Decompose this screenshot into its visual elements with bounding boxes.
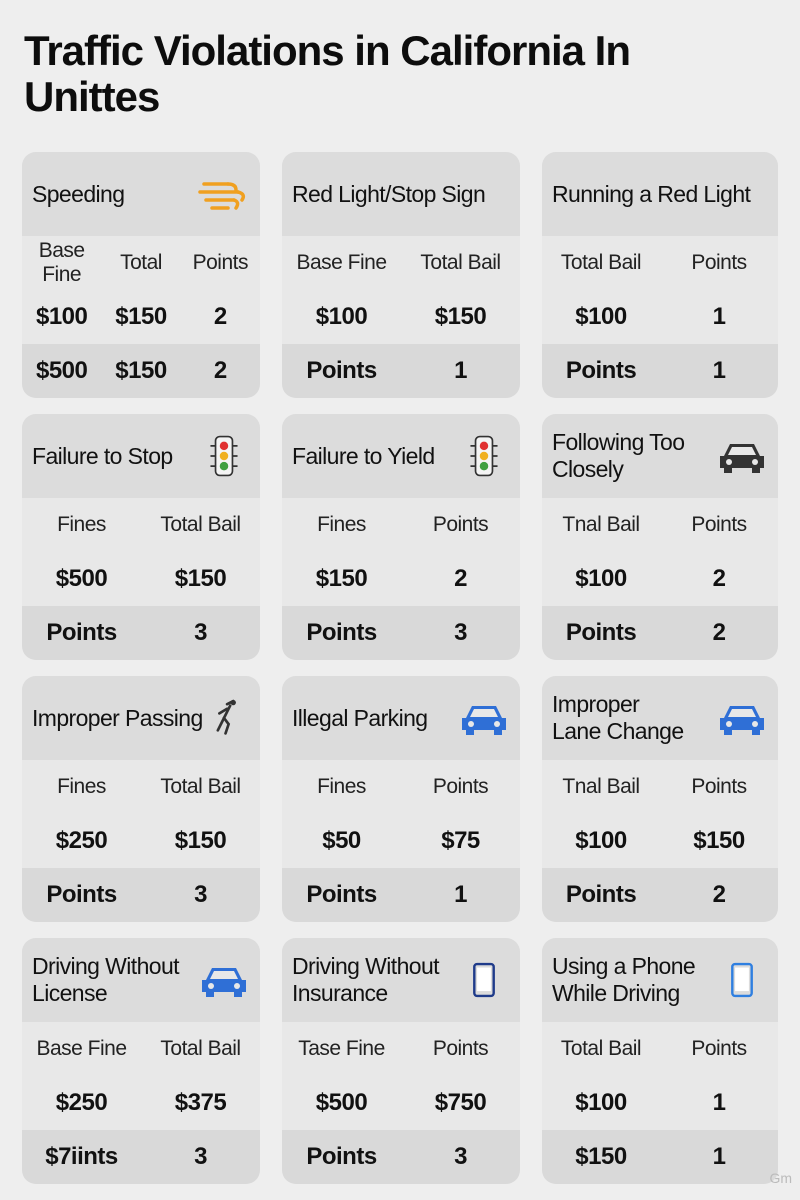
table-cell: Points [565, 357, 637, 384]
card-column-headers [22, 498, 260, 552]
card-title: Speeding [32, 180, 125, 207]
table-row [542, 868, 778, 922]
table-row [22, 344, 260, 398]
table-cell: 2 [712, 565, 726, 592]
column-header: Total Bail [160, 513, 241, 536]
table-cell: Points [306, 1143, 377, 1170]
violation-card-driving-without-license [22, 938, 260, 1184]
table-cell: 3 [194, 619, 207, 646]
card-title: Following Too Closely [552, 429, 685, 482]
column-header: Base Fine [296, 251, 387, 274]
table-cell: 1 [712, 303, 726, 330]
card-column-headers [542, 498, 778, 552]
card-header [542, 676, 778, 760]
table-cell: $500 [315, 1089, 368, 1116]
violation-card-following-too-closely [542, 414, 778, 660]
card-column-headers [542, 1022, 778, 1076]
card-column-headers [282, 760, 520, 814]
card-title: Failure to Yield [292, 442, 435, 469]
table-cell: 1 [712, 1089, 726, 1116]
table-row [282, 552, 520, 606]
card-column-headers [282, 1022, 520, 1076]
table-cell: $100 [575, 1089, 627, 1116]
column-header: Points [432, 1037, 489, 1060]
column-header: Tase Fine [298, 1037, 385, 1060]
table-cell: $375 [174, 1089, 227, 1116]
table-cell: $250 [55, 827, 108, 854]
column-header: Points [432, 513, 489, 536]
page-title: Traffic Violations in California In Unittes [24, 27, 630, 120]
violation-card-running-a-red-light [542, 152, 778, 398]
table-row [542, 290, 778, 344]
table-cell: $250 [55, 1089, 108, 1116]
table-cell: 3 [194, 1143, 207, 1170]
column-header: Points [192, 251, 248, 274]
table-cell: 3 [454, 619, 467, 646]
card-header [542, 938, 778, 1022]
table-cell: 2 [213, 303, 227, 330]
violation-card-speeding [22, 152, 260, 398]
table-row [282, 290, 520, 344]
table-cell: $150 [174, 565, 227, 592]
column-header: Total Bail [160, 1037, 241, 1060]
table-row [542, 552, 778, 606]
table-cell: $150 [575, 1143, 627, 1170]
watermark: Gm [769, 1170, 792, 1186]
table-row [542, 1130, 778, 1184]
card-header [22, 152, 260, 236]
card-title: Driving Without Insurance [292, 953, 439, 1006]
table-row [282, 606, 520, 660]
card-header [542, 414, 778, 498]
table-row [22, 1076, 260, 1130]
table-cell: $100 [575, 565, 627, 592]
phone-blue-icon [716, 958, 768, 1002]
table-cell: $150 [115, 303, 167, 330]
column-header: Fines [317, 513, 366, 536]
table-cell: Points [565, 619, 637, 646]
table-cell: $750 [434, 1089, 487, 1116]
table-cell: $100 [575, 303, 627, 330]
table-cell: $100 [35, 303, 88, 330]
table-cell: 2 [454, 565, 467, 592]
card-header [282, 414, 520, 498]
table-cell: 1 [712, 357, 726, 384]
column-header: Fines [57, 513, 106, 536]
card-title: Driving Without License [32, 953, 179, 1006]
card-column-headers [22, 760, 260, 814]
table-row [542, 606, 778, 660]
card-column-headers [542, 760, 778, 814]
pedestrian-icon [198, 696, 250, 740]
table-cell: 3 [194, 881, 207, 908]
table-cell: $500 [35, 357, 88, 384]
table-cell: Points [306, 881, 377, 908]
table-cell: $75 [441, 827, 480, 854]
table-row [22, 606, 260, 660]
table-cell: $150 [434, 303, 487, 330]
violation-card-failure-to-yield [282, 414, 520, 660]
column-header: Total [120, 251, 162, 274]
table-cell: 2 [213, 357, 227, 384]
car-blue-icon [716, 696, 768, 740]
column-header: Total Bail [160, 775, 241, 798]
column-header: Points [691, 1037, 747, 1060]
car-icon [716, 434, 768, 478]
card-column-headers [282, 236, 520, 290]
column-header: Tnal Bail [562, 775, 640, 798]
column-header: Points [691, 775, 747, 798]
card-column-headers [542, 236, 778, 290]
table-row [282, 1076, 520, 1130]
table-cell: $7iints [45, 1143, 118, 1170]
card-header [22, 938, 260, 1022]
card-column-headers [22, 236, 260, 290]
table-row [542, 1076, 778, 1130]
card-header [22, 414, 260, 498]
violation-card-red-light-stop-sign [282, 152, 520, 398]
card-title: Failure to Stop [32, 442, 173, 469]
card-header [22, 676, 260, 760]
card-column-headers [22, 1022, 260, 1076]
column-header: Points [691, 513, 747, 536]
card-header [282, 938, 520, 1022]
table-cell: 2 [712, 881, 726, 908]
column-header: Points [691, 251, 747, 274]
column-header: Base Fine [38, 239, 85, 286]
table-row [542, 344, 778, 398]
table-cell: 3 [454, 1143, 467, 1170]
table-cell: Points [306, 619, 377, 646]
violation-card-failure-to-stop [22, 414, 260, 660]
violation-card-using-a-phone-while-driving [542, 938, 778, 1184]
car-blue-icon [458, 696, 510, 740]
table-cell: $50 [322, 827, 361, 854]
table-cell: 1 [712, 1143, 726, 1170]
card-title: Running a Red Light [552, 180, 751, 207]
table-cell: $150 [315, 565, 368, 592]
table-cell: 1 [454, 881, 467, 908]
card-title: Using a Phone While Driving [552, 953, 696, 1006]
violation-card-improper-lane-change [542, 676, 778, 922]
table-cell: $100 [575, 827, 627, 854]
column-header: Base Fine [36, 1037, 127, 1060]
column-header: Tnal Bail [562, 513, 640, 536]
column-header: Points [432, 775, 489, 798]
traffic-light-icon [458, 434, 510, 478]
traffic-light-icon [198, 434, 250, 478]
column-header: Total Bail [560, 1037, 642, 1060]
table-cell: Points [46, 619, 117, 646]
table-row [542, 814, 778, 868]
table-row [282, 344, 520, 398]
violations-grid [22, 152, 778, 1184]
wind-icon [198, 172, 250, 216]
table-cell: $150 [174, 827, 227, 854]
table-cell: $150 [115, 357, 167, 384]
card-title: Improper Passing [32, 704, 203, 731]
column-header: Total Bail [560, 251, 642, 274]
table-row [22, 814, 260, 868]
table-cell: $150 [693, 827, 745, 854]
table-cell: Points [306, 357, 377, 384]
violation-card-illegal-parking [282, 676, 520, 922]
table-cell: $100 [315, 303, 368, 330]
card-header [282, 152, 520, 236]
table-row [22, 1130, 260, 1184]
table-cell: 1 [454, 357, 467, 384]
table-row [22, 868, 260, 922]
table-row [282, 868, 520, 922]
table-cell: $500 [55, 565, 108, 592]
violation-card-driving-without-insurance [282, 938, 520, 1184]
table-row [22, 290, 260, 344]
table-row [282, 1130, 520, 1184]
card-column-headers [282, 498, 520, 552]
column-header: Fines [317, 775, 366, 798]
table-row [22, 552, 260, 606]
column-header: Total Bail [420, 251, 501, 274]
column-header: Fines [57, 775, 106, 798]
card-header [542, 152, 778, 236]
phone-dark-icon [458, 958, 510, 1002]
card-title: Improper Lane Change [552, 691, 684, 744]
table-cell: Points [565, 881, 637, 908]
table-row [282, 814, 520, 868]
card-header [282, 676, 520, 760]
table-cell: 2 [712, 619, 726, 646]
card-title: Illegal Parking [292, 704, 428, 731]
car-blue-icon [198, 958, 250, 1002]
card-title: Red Light/Stop Sign [292, 180, 486, 207]
table-cell: Points [46, 881, 117, 908]
violation-card-improper-passing [22, 676, 260, 922]
